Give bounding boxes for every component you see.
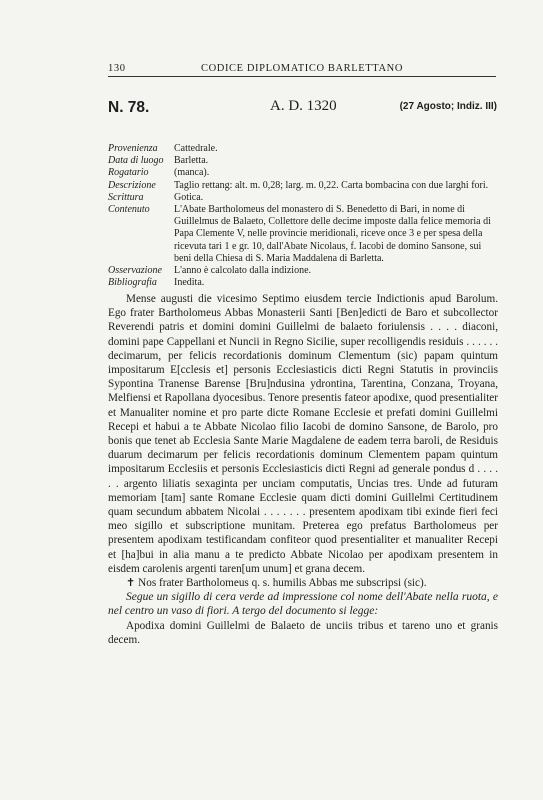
metadata-table — [108, 143, 500, 289]
metadata-row — [108, 143, 500, 155]
metadata-value: L'Abate Bartholomeus del monastero di S. Benedetto di Bari, in nome di Guillelmus de Balaeto, Collettore delle decime imposte dalla felice memoria di Papa Clemente V, nelle provincie meridionali, riceve once 3 e per spesa della ricevuta tarì 1 e gr. 10, dall'Abate Nicolaus, f. Iacobi de domino Sansone, sui beni della Chiesa di S. Maria Maddalena di Barletta. — [174, 204, 491, 264]
metadata-value: (manca). — [174, 167, 210, 179]
seal-note: Segue un sigillo di cera verde ad impressione col nome dell'Abate nella ruota, e nel centro un vaso di fiori. A tergo del documento si legge: — [108, 591, 498, 618]
metadata-row — [108, 204, 500, 265]
subscription-line: ✝ Nos frater Bartholomeus q. s. humilis Abbas me subscripsi (sic). — [126, 577, 427, 590]
running-head — [108, 63, 496, 77]
metadata-label: Scrittura — [108, 191, 144, 203]
metadata-label: Provenienza — [108, 143, 158, 154]
metadata-value: Gotica. — [174, 191, 204, 203]
metadata-value: L'anno è calcolato dalla indizione. — [174, 265, 312, 277]
metadata-label: Rogatario — [108, 167, 149, 179]
metadata-row — [108, 277, 500, 289]
header-rule — [108, 76, 496, 77]
metadata-value: Cattedrale. — [174, 143, 218, 154]
running-title: CODICE DIPLOMATICO BARLETTANO — [200, 63, 404, 74]
metadata-label: Bibliografia — [108, 277, 157, 289]
metadata-value: Taglio rettang: alt. m. 0,28; larg. m. 0,22. Carta bombacina con due larghi fori. — [174, 179, 489, 191]
charter-text: Mense augusti die vicesimo Septimo eiusdem tercie Indictionis apud Barolum. Ego frater Bartholomeus Abbas Monasterii Santi [Ben]edicti de Baro et subcollector Reverendi patris et domini domini Guillelmi de balaeto foriulensis . . . . diaconi, domini pape Cappellani et Nuncii in Regno Sicilie, super recolligendis residuis . . . . . . decimarum, per felicis recordationis dominum Clementum (sic) papam quintum impositarum E[cclesis et] personis Ecclesiasticis dicti Regni Statutis in provinciis Sypontina Tranense Barense [Bru]ndusina ydrontina, Tarentina, Conzana, Troyana, Melfiensi et Rapollana dyocesibus. Tenore presentis fateor apodixe, quod presentialiter et Manualiter nomine et pro parte dicte Romane Ecclesie et prefati domini Guillelmi Recepi et habui a te Abbate Nicolao filio Iacobi de domino Sansone, de Barolo, pro bonis que tenet ab Ecclesia Sante Marie Magdalene de eadem terra baroli, de Residuis duarum decimarum per felicis recordationis dominum Clementem papam quintum impositarum Ecclesiis et personis Ecclesiasticis dicti Regni ad generale pondus d . . . . . . argento liliatis sexaginta per unciam computatis, Uncias tres. Unde ad futuram memoriam [tam] sante Romane Ecclesie quam dicti domini Guillelmi Certitudinem quam secundum abbatem Nicolai . . . . . . . presentem apodixam tibi exinde fieri feci meo sigillo et subscriptione munitam. Preterea ego prefatus Bartholomeus per presentem apodixam testificandam confiteor quod presentialiter et manualiter Recepi et [ha]bui in alia manu a te predicto Abbate Nicolao per apodixam presentem in eisdem carolenis argenti taren[um unum] et grana decem. — [108, 293, 498, 575]
metadata-label: Descrizione — [108, 179, 156, 191]
metadata-row — [108, 192, 500, 204]
dorsal-note: Apodixa domini Guillelmi de Balaeto de unciis tribus et tareno uno et granis decem. — [108, 619, 498, 646]
metadata-row — [108, 265, 500, 277]
charter-date: (27 Agosto; Indiz. III) — [399, 101, 497, 112]
metadata-value: Barletta. — [174, 155, 209, 167]
metadata-row — [108, 155, 500, 167]
metadata-label: Data di luogo — [108, 155, 164, 167]
metadata-label: Osservazione — [108, 265, 162, 277]
page-number: 130 — [108, 63, 126, 74]
charter-year: A. D. 1320 — [270, 98, 337, 114]
charter-number: N. 78. — [108, 99, 150, 116]
metadata-label: Contenuto — [108, 204, 150, 216]
metadata-row — [108, 167, 500, 179]
metadata-row — [108, 180, 500, 192]
metadata-value: Inedita. — [174, 277, 205, 289]
charter-body — [108, 292, 498, 647]
